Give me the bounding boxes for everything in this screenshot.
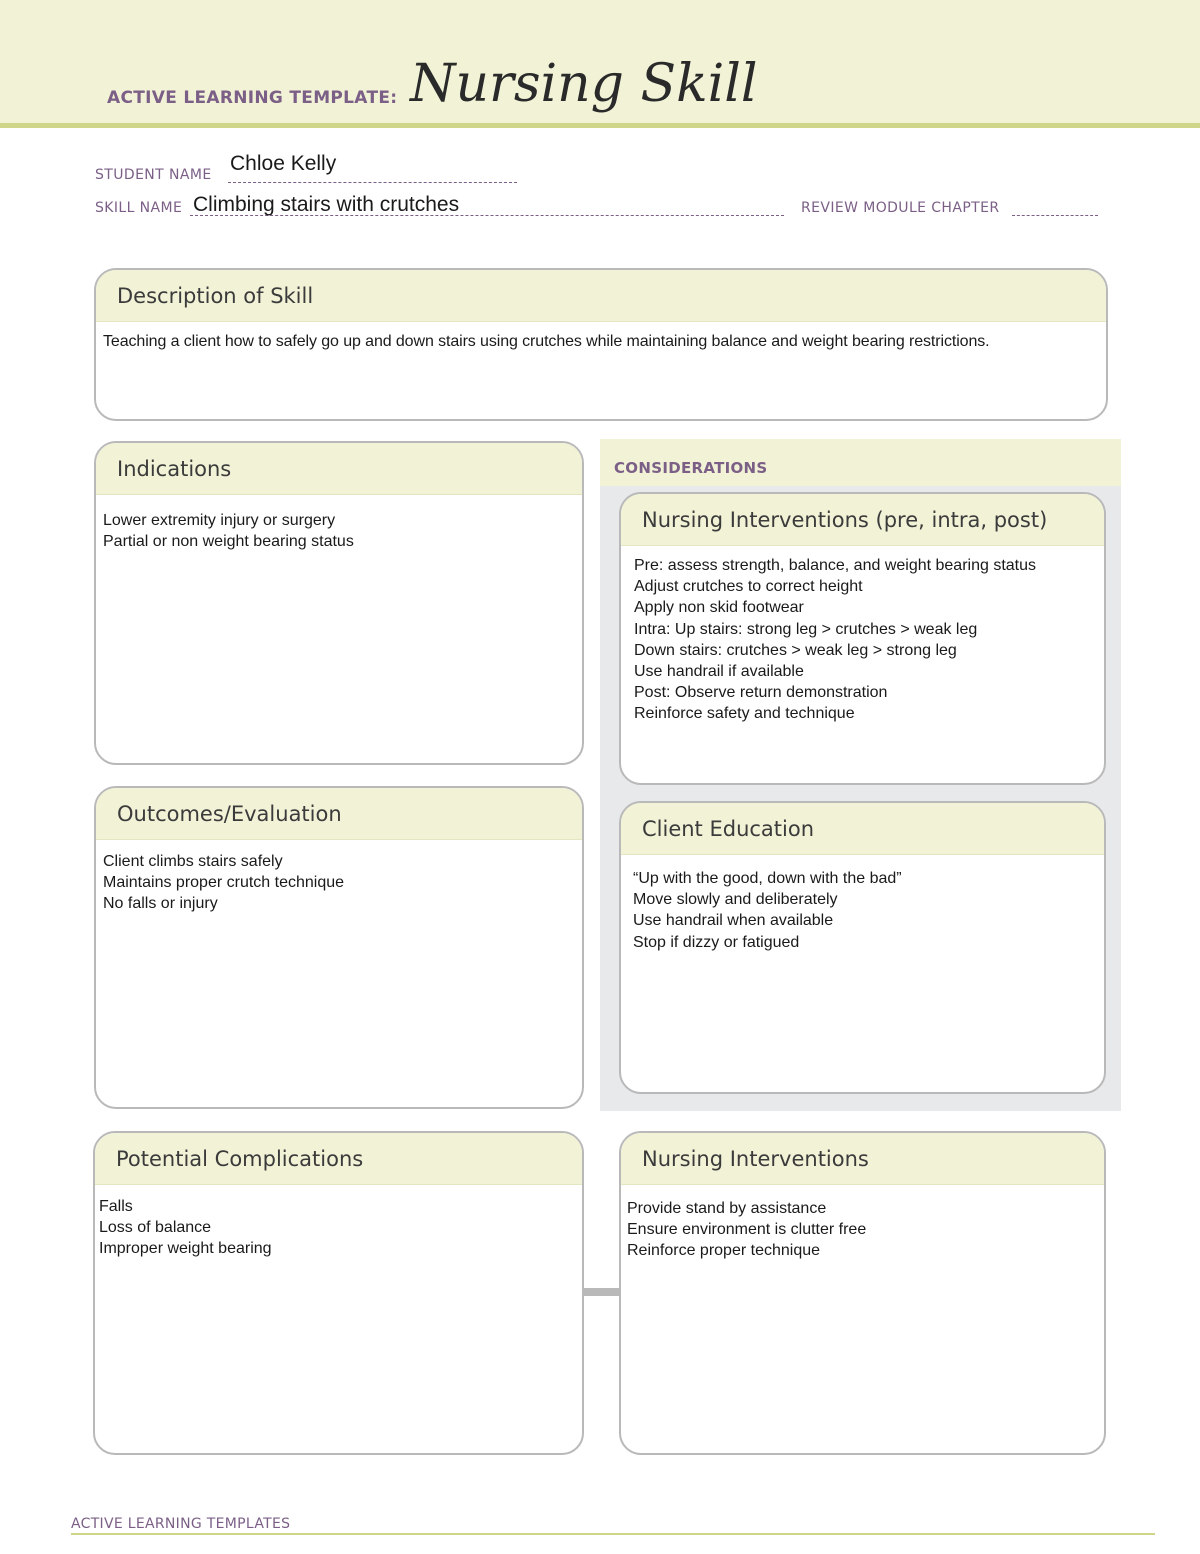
student-name-field[interactable]: Chloe Kelly xyxy=(230,152,337,175)
list-item: No falls or injury xyxy=(103,895,218,913)
potential-complications-text[interactable] xyxy=(95,1185,582,1260)
potential-complications-card xyxy=(93,1131,584,1455)
list-item: Maintains proper crutch technique xyxy=(103,874,345,892)
outcomes-heading: Outcomes/Evaluation xyxy=(96,788,582,840)
list-item: Use handrail when available xyxy=(633,912,834,930)
list-item: Reinforce proper technique xyxy=(627,1242,821,1260)
nursing-interventions-pre-intra-post-text[interactable] xyxy=(621,546,1104,725)
connector-bar xyxy=(583,1288,620,1296)
description-text[interactable]: Teaching a client how to safely go up and down stairs using crutches while maintaining balance and weight bearing restrictions. xyxy=(103,333,990,350)
nursing-interventions-text[interactable] xyxy=(621,1185,1104,1262)
list-item: Partial or non weight bearing status xyxy=(103,533,354,551)
list-item: Ensure environment is clutter free xyxy=(627,1221,867,1239)
list-item: Move slowly and deliberately xyxy=(633,891,838,909)
list-item: Use handrail if available xyxy=(634,663,804,681)
nursing-interventions-heading: Nursing Interventions xyxy=(621,1133,1104,1185)
list-item: Down stairs: crutches > weak leg > strong leg xyxy=(634,641,957,659)
list-item: Pre: assess strength, balance, and weight bearing status xyxy=(634,557,1037,574)
client-education-text[interactable] xyxy=(621,855,1104,953)
template-title: Nursing Skill xyxy=(410,54,758,114)
list-item: Falls xyxy=(99,1198,133,1215)
list-item: Post: Observe return demonstration xyxy=(634,684,888,702)
description-heading: Description of Skill xyxy=(96,270,1106,322)
client-education-heading: Client Education xyxy=(621,803,1104,855)
list-item: Lower extremity injury or surgery xyxy=(103,512,336,529)
nursing-interventions-pre-intra-post-card xyxy=(619,492,1106,785)
client-education-card xyxy=(619,801,1106,1094)
footer-rule xyxy=(71,1533,1155,1535)
review-module-label: REVIEW MODULE CHAPTER xyxy=(801,200,1000,216)
nursing-interventions-card xyxy=(619,1131,1106,1455)
description-card xyxy=(94,268,1108,421)
student-name-line xyxy=(228,182,517,183)
list-item: Reinforce safety and technique xyxy=(634,705,855,723)
list-item: Intra: Up stairs: strong leg > crutches > weak leg xyxy=(634,620,978,638)
indications-card xyxy=(94,441,584,765)
indications-text[interactable] xyxy=(96,495,582,552)
list-item: Client climbs stairs safely xyxy=(103,853,283,870)
header-rule xyxy=(0,123,1200,128)
student-name-label: STUDENT NAME xyxy=(95,167,212,183)
outcomes-text[interactable] xyxy=(96,840,582,915)
list-item: Stop if dizzy or fatigued xyxy=(633,933,800,951)
list-item: Loss of balance xyxy=(99,1219,212,1237)
list-item: “Up with the good, down with the bad” xyxy=(633,870,902,887)
list-item: Apply non skid footwear xyxy=(634,599,804,617)
nursing-interventions-pre-intra-post-heading: Nursing Interventions (pre, intra, post) xyxy=(621,494,1104,546)
footer-label: ACTIVE LEARNING TEMPLATES xyxy=(71,1516,291,1532)
list-item: Provide stand by assistance xyxy=(627,1200,827,1217)
list-item: Improper weight bearing xyxy=(99,1240,272,1258)
review-module-field[interactable] xyxy=(1012,215,1098,216)
outcomes-card xyxy=(94,786,584,1109)
considerations-label: CONSIDERATIONS xyxy=(614,459,768,477)
indications-heading: Indications xyxy=(96,443,582,495)
list-item: Adjust crutches to correct height xyxy=(634,578,863,596)
potential-complications-heading: Potential Complications xyxy=(95,1133,582,1185)
skill-name-field[interactable]: Climbing stairs with crutches xyxy=(193,193,460,216)
template-label: ACTIVE LEARNING TEMPLATE: xyxy=(107,88,398,108)
skill-name-label: SKILL NAME xyxy=(95,200,183,216)
